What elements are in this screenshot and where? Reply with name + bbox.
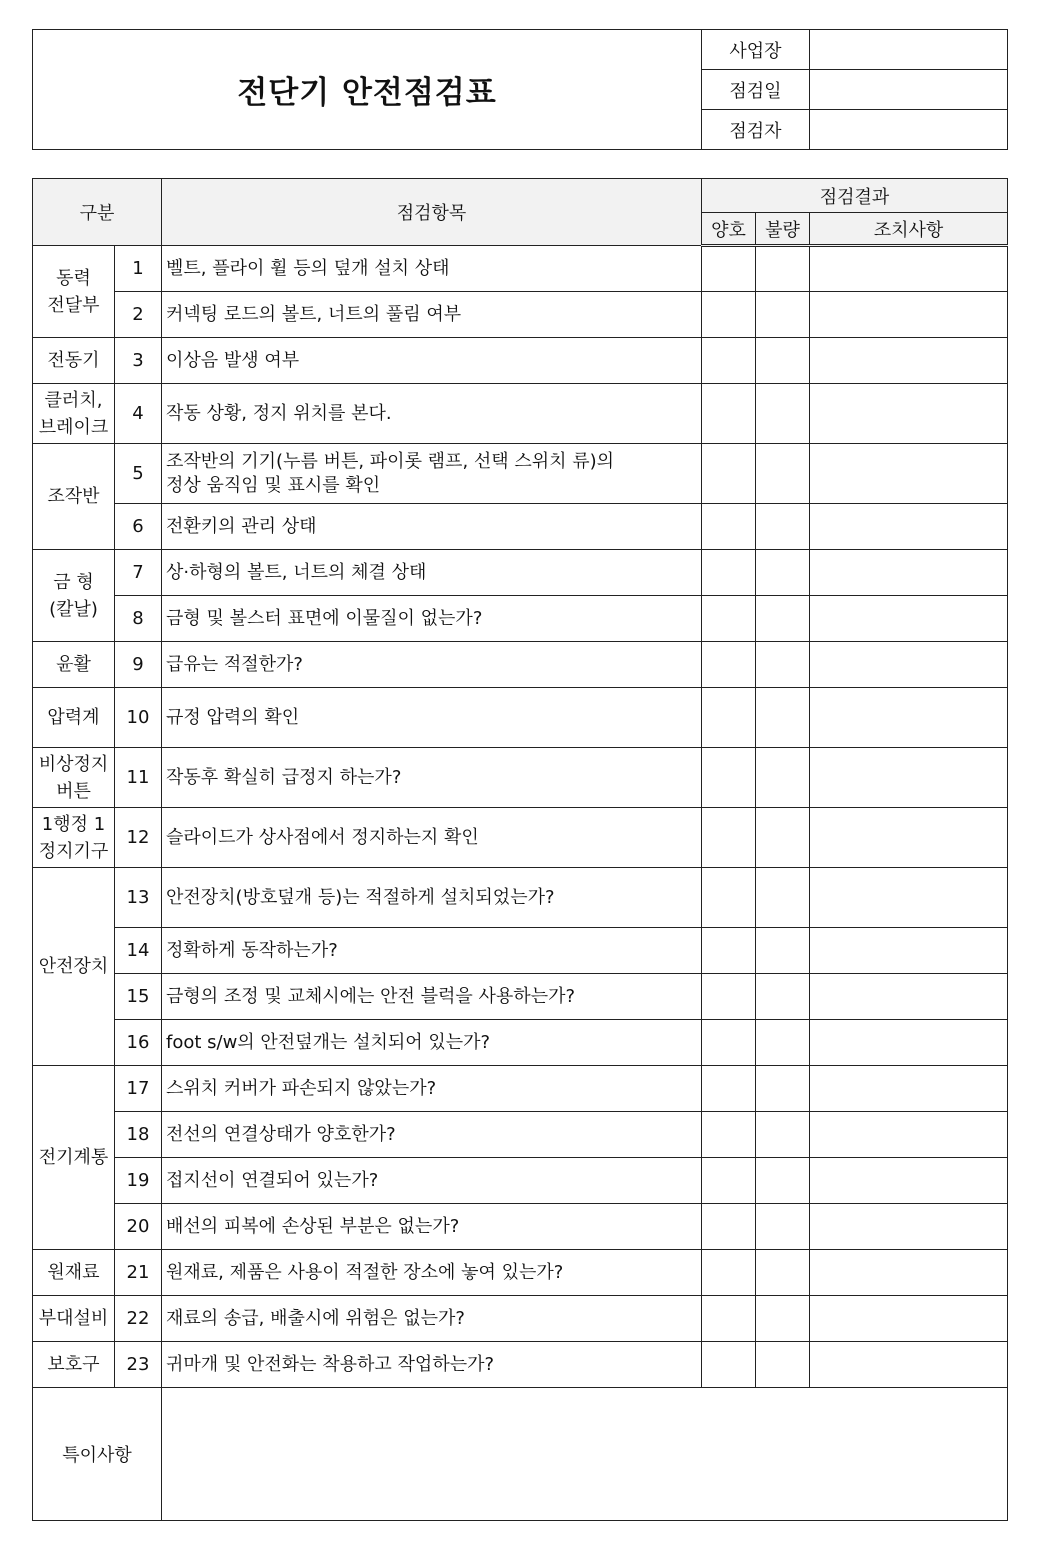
action-cell[interactable] (810, 384, 1008, 444)
bad-check-cell[interactable] (756, 1250, 810, 1296)
bad-check-cell[interactable] (756, 1066, 810, 1112)
good-check-cell[interactable] (702, 688, 756, 748)
bad-check-cell[interactable] (756, 868, 810, 928)
action-cell[interactable] (810, 1066, 1008, 1112)
action-cell[interactable] (810, 1204, 1008, 1250)
action-cell[interactable] (810, 1296, 1008, 1342)
action-cell[interactable] (810, 928, 1008, 974)
item-number: 3 (115, 338, 162, 384)
item-number: 21 (115, 1250, 162, 1296)
item-text: 원재료, 제품은 사용이 적절한 장소에 놓여 있는가? (162, 1250, 702, 1296)
good-check-cell[interactable] (702, 1158, 756, 1204)
bad-check-cell[interactable] (756, 1020, 810, 1066)
action-cell[interactable] (810, 642, 1008, 688)
item-text: 슬라이드가 상사점에서 정지하는지 확인 (162, 808, 702, 868)
item-text: 작동후 확실히 급정지 하는가? (162, 748, 702, 808)
inspection-date-field[interactable] (810, 70, 1008, 110)
category-cell: 금 형 (칼날) (33, 550, 115, 642)
bad-check-cell[interactable] (756, 550, 810, 596)
action-cell[interactable] (810, 1020, 1008, 1066)
item-number: 7 (115, 550, 162, 596)
action-cell[interactable] (810, 246, 1008, 292)
action-cell[interactable] (810, 1158, 1008, 1204)
good-check-cell[interactable] (702, 338, 756, 384)
good-check-cell[interactable] (702, 246, 756, 292)
category-cell: 안전장치 (33, 868, 115, 1066)
action-cell[interactable] (810, 808, 1008, 868)
remarks-label: 특이사항 (33, 1388, 162, 1521)
item-text: foot s/w의 안전덮개는 설치되어 있는가? (162, 1020, 702, 1066)
action-cell[interactable] (810, 1112, 1008, 1158)
action-cell[interactable] (810, 868, 1008, 928)
item-number: 6 (115, 504, 162, 550)
item-text: 접지선이 연결되어 있는가? (162, 1158, 702, 1204)
item-text: 전선의 연결상태가 양호한가? (162, 1112, 702, 1158)
good-check-cell[interactable] (702, 642, 756, 688)
item-text: 귀마개 및 안전화는 착용하고 작업하는가? (162, 1342, 702, 1388)
item-text: 벨트, 플라이 휠 등의 덮개 설치 상태 (162, 246, 702, 292)
category-header: 구분 (33, 179, 162, 246)
bad-check-cell[interactable] (756, 748, 810, 808)
action-cell[interactable] (810, 504, 1008, 550)
workplace-label: 사업장 (702, 30, 810, 70)
item-text: 규정 압력의 확인 (162, 688, 702, 748)
good-check-cell[interactable] (702, 928, 756, 974)
item-number: 23 (115, 1342, 162, 1388)
good-check-cell[interactable] (702, 808, 756, 868)
bad-check-cell[interactable] (756, 1158, 810, 1204)
good-check-cell[interactable] (702, 292, 756, 338)
category-cell: 클러치, 브레이크 (33, 384, 115, 444)
action-cell[interactable] (810, 550, 1008, 596)
bad-check-cell[interactable] (756, 338, 810, 384)
good-check-cell[interactable] (702, 868, 756, 928)
category-cell: 원재료 (33, 1250, 115, 1296)
good-check-cell[interactable] (702, 596, 756, 642)
bad-check-cell[interactable] (756, 1112, 810, 1158)
checklist-table (32, 178, 1008, 1521)
item-number: 11 (115, 748, 162, 808)
item-number: 5 (115, 444, 162, 504)
good-check-cell[interactable] (702, 444, 756, 504)
item-text: 금형의 조정 및 교체시에는 안전 블럭을 사용하는가? (162, 974, 702, 1020)
item-text: 상·하형의 볼트, 너트의 체결 상태 (162, 550, 702, 596)
good-header: 양호 (702, 213, 756, 246)
good-check-cell[interactable] (702, 1342, 756, 1388)
item-number: 1 (115, 246, 162, 292)
bad-check-cell[interactable] (756, 596, 810, 642)
item-number: 9 (115, 642, 162, 688)
item-number: 22 (115, 1296, 162, 1342)
item-number: 12 (115, 808, 162, 868)
good-check-cell[interactable] (702, 550, 756, 596)
item-number: 16 (115, 1020, 162, 1066)
action-header: 조치사항 (810, 213, 1008, 246)
item-text: 안전장치(방호덮개 등)는 적절하게 설치되었는가? (162, 868, 702, 928)
item-number: 20 (115, 1204, 162, 1250)
bad-check-cell[interactable] (756, 1296, 810, 1342)
good-check-cell[interactable] (702, 1204, 756, 1250)
category-cell: 보호구 (33, 1342, 115, 1388)
action-cell[interactable] (810, 292, 1008, 338)
item-number: 13 (115, 868, 162, 928)
item-number: 15 (115, 974, 162, 1020)
category-cell: 윤활 (33, 642, 115, 688)
action-cell[interactable] (810, 1250, 1008, 1296)
good-check-cell[interactable] (702, 1112, 756, 1158)
bad-check-cell[interactable] (756, 1204, 810, 1250)
item-number: 8 (115, 596, 162, 642)
header-table (32, 29, 1008, 150)
item-number: 10 (115, 688, 162, 748)
category-cell: 동력 전달부 (33, 246, 115, 338)
item-text: 이상음 발생 여부 (162, 338, 702, 384)
bad-check-cell[interactable] (756, 292, 810, 338)
action-cell[interactable] (810, 974, 1008, 1020)
item-text: 전환키의 관리 상태 (162, 504, 702, 550)
inspector-field[interactable] (810, 110, 1008, 150)
good-check-cell[interactable] (702, 1250, 756, 1296)
good-check-cell[interactable] (702, 1020, 756, 1066)
action-cell[interactable] (810, 596, 1008, 642)
item-text: 스위치 커버가 파손되지 않았는가? (162, 1066, 702, 1112)
item-text: 재료의 송급, 배출시에 위험은 없는가? (162, 1296, 702, 1342)
item-number: 17 (115, 1066, 162, 1112)
item-number: 4 (115, 384, 162, 444)
category-cell: 전동기 (33, 338, 115, 384)
category-cell: 부대설비 (33, 1296, 115, 1342)
bad-check-cell[interactable] (756, 808, 810, 868)
item-text: 금형 및 볼스터 표면에 이물질이 없는가? (162, 596, 702, 642)
action-cell[interactable] (810, 338, 1008, 384)
bad-check-cell[interactable] (756, 444, 810, 504)
action-cell[interactable] (810, 444, 1008, 504)
good-check-cell[interactable] (702, 1296, 756, 1342)
item-number: 2 (115, 292, 162, 338)
workplace-field[interactable] (810, 30, 1008, 70)
bad-check-cell[interactable] (756, 384, 810, 444)
bad-header: 불량 (756, 213, 810, 246)
page-title: 전단기 안전점검표 (33, 30, 702, 150)
item-text: 배선의 피복에 손상된 부분은 없는가? (162, 1204, 702, 1250)
action-cell[interactable] (810, 1342, 1008, 1388)
item-header: 점검항목 (162, 179, 702, 246)
category-cell: 압력계 (33, 688, 115, 748)
inspection-date-label: 점검일 (702, 70, 810, 110)
inspector-label: 점검자 (702, 110, 810, 150)
bad-check-cell[interactable] (756, 642, 810, 688)
action-cell[interactable] (810, 688, 1008, 748)
item-text: 조작반의 기기(누름 버튼, 파이롯 램프, 선택 스위치 류)의 정상 움직임 및 표시를 확인 (162, 444, 702, 504)
category-cell: 1행정 1 정지기구 (33, 808, 115, 868)
bad-check-cell[interactable] (756, 504, 810, 550)
category-cell: 조작반 (33, 444, 115, 550)
category-cell: 전기계통 (33, 1066, 115, 1250)
bad-check-cell[interactable] (756, 246, 810, 292)
item-text: 정확하게 동작하는가? (162, 928, 702, 974)
remarks-field[interactable] (162, 1388, 1008, 1521)
good-check-cell[interactable] (702, 384, 756, 444)
item-text: 급유는 적절한가? (162, 642, 702, 688)
item-number: 18 (115, 1112, 162, 1158)
bad-check-cell[interactable] (756, 974, 810, 1020)
bad-check-cell[interactable] (756, 688, 810, 748)
good-check-cell[interactable] (702, 974, 756, 1020)
item-number: 14 (115, 928, 162, 974)
bad-check-cell[interactable] (756, 928, 810, 974)
good-check-cell[interactable] (702, 1066, 756, 1112)
bad-check-cell[interactable] (756, 1342, 810, 1388)
good-check-cell[interactable] (702, 748, 756, 808)
good-check-cell[interactable] (702, 504, 756, 550)
action-cell[interactable] (810, 748, 1008, 808)
item-text: 작동 상황, 정지 위치를 본다. (162, 384, 702, 444)
item-text: 커넥팅 로드의 볼트, 너트의 풀림 여부 (162, 292, 702, 338)
item-number: 19 (115, 1158, 162, 1204)
result-header: 점검결과 (702, 179, 1008, 213)
category-cell: 비상정지 버튼 (33, 748, 115, 808)
